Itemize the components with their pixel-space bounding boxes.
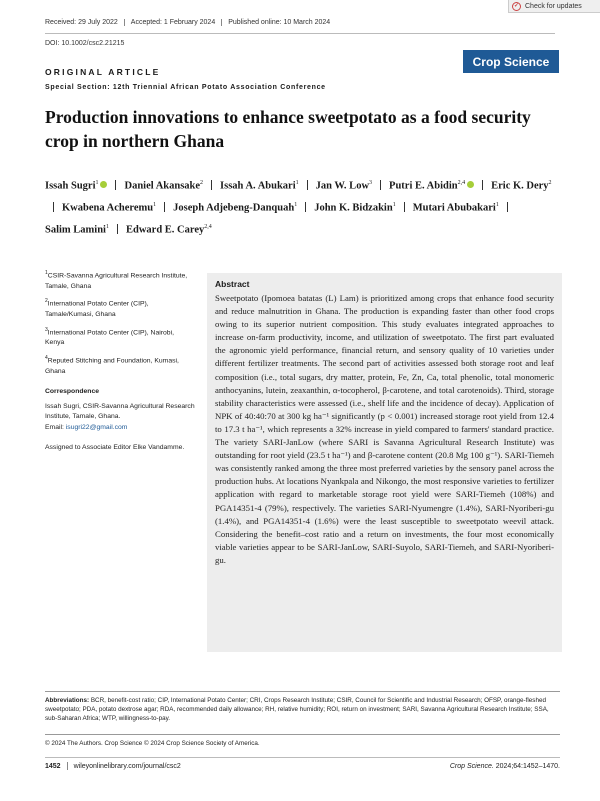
abstract-heading: Abstract — [215, 279, 250, 289]
affiliation — [45, 325, 195, 349]
affiliation-number: 4 — [45, 354, 48, 361]
author-list — [45, 174, 565, 240]
author[interactable] — [173, 196, 297, 218]
correspondence-block — [45, 402, 195, 434]
author[interactable] — [62, 196, 156, 218]
abbreviations-label: Abbreviations: — [45, 697, 90, 704]
journal-logo[interactable]: Crop Science — [463, 50, 559, 73]
author-affiliation-number: 2,4 — [204, 224, 212, 230]
author[interactable] — [389, 174, 474, 196]
page-number: 1452 — [45, 762, 61, 770]
author-affiliation-number: 1 — [392, 202, 396, 208]
separator — [67, 762, 68, 770]
author[interactable] — [126, 218, 212, 240]
abstract-text: Sweetpotato (Ipomoea batatas (L) Lam) is prioritized among crops that enhance food security and reduce malnutrition in Ghana. The production is expanding faster than other food crops owing to its superior nutrient composition. This study evaluates integrated approaches to increase on-farm productivity, income, and utilization of sweetpotato. The first part evaluated the agronomic yield performance, financial return, and sensory quality of 10 varieties under different fertilizer treatments. The second part of activities assessed both storage root and leaf composition (i.e., total sugars, dry matter, protein, Fe, Zn, Ca, total phenolic, total monomeric anthocyanins, lutein, zeaxanthin, α-tocopherol, β-carotene, and total carotenoids). Third, storage stability characteristics were assessed (i.e., shelf life and the incidence of decay). Application of NPK of 40:40:70 at 300 kg ha⁻¹ significantly (p < 0.001) increased storage root yield from 12.4 to 17.3 t ha⁻¹, which represents a 32% increase in yield compared to farmers' standard practice. The variety SARI-JanLow (where SARI is Savanna Agricultural Research Institute) was outstanding for root yield (23.5 t ha⁻¹) and β-carotene content (20.8 Mg 100 g⁻¹). SARI-Tiemeh was consistently ranked among the three most preferred varieties by the sensory panel across the production hubs. At locations Nyankpala and Nikongo, the most responsive varieties to fertilizer application with regard to marketable storage root yield were SARI-Tiemeh (108%) and PGA14351-4 (79%), respectively. The varieties SARI-Nyumengre (1.4%), SARI-Nyoriberi-gu (1.4%), and PGA14351-4 (1.6%) were the least susceptible to sweetpotato weevil attack. Considering the benefit–cost ratio and a return on investments, the four most economically viable varieties appear to be SARI-JanLow, SARI-Suyolo, SARI-Tiemeh, and SARI-Nyoriberi-gu. — [215, 293, 554, 565]
publication-history — [45, 19, 330, 26]
author-name: Kwabena Acheremu — [62, 202, 154, 214]
author-affiliation-number: 2 — [200, 180, 204, 186]
copyright: © 2024 The Authors. Crop Science © 2024 Crop Science Society of America. — [45, 740, 260, 747]
received-date: Received: 29 July 2022 — [45, 19, 118, 26]
author-affiliation-number: 1 — [95, 180, 99, 186]
affiliation-text: International Potato Center (CIP), Nairobi, Kenya — [45, 328, 174, 347]
journal-name: Crop Science. — [449, 762, 494, 770]
affiliation-number: 2 — [45, 298, 48, 305]
affiliation — [45, 353, 195, 377]
author-name: Joseph Adjebeng-Danquah — [173, 202, 295, 214]
author-separator — [305, 202, 306, 212]
author-name: Daniel Akansake — [124, 180, 201, 192]
author-name: Putri E. Abidin — [389, 180, 458, 192]
orcid-icon[interactable] — [100, 181, 107, 188]
affiliation — [45, 268, 195, 292]
separator — [221, 19, 222, 26]
author[interactable] — [491, 174, 551, 196]
author-affiliation-number: 2 — [548, 180, 552, 186]
author[interactable] — [45, 174, 107, 196]
author-separator — [115, 180, 116, 190]
author-name: Edward E. Carey — [125, 224, 205, 236]
author-affiliation-number: 1 — [153, 202, 157, 208]
abstract-box — [207, 273, 562, 652]
author-name: Jan W. Low — [315, 180, 370, 192]
published-date: Published online: 10 March 2024 — [228, 19, 331, 26]
doi[interactable]: DOI: 10.1002/csc2.21215 — [45, 40, 125, 47]
author-name: Issah Sugri — [45, 180, 96, 192]
affiliation-list — [45, 268, 195, 377]
author[interactable] — [314, 196, 396, 218]
author-affiliation-number: 1 — [105, 224, 109, 230]
article-title: Production innovations to enhance sweetpotato as a food security crop in northern Ghana — [45, 107, 531, 151]
author-name: John K. Bidzakin — [314, 202, 393, 214]
author-name: Salim Lamini — [45, 224, 106, 236]
correspondence-heading: Correspondence — [45, 388, 100, 396]
author-separator — [380, 180, 381, 190]
assigned-editor: Assigned to Associate Editor Elke Vandamme. — [45, 444, 185, 452]
author-affiliation-number: 3 — [369, 180, 373, 186]
author-affiliation-number: 1 — [495, 202, 499, 208]
separator — [124, 19, 125, 26]
check-for-updates-badge[interactable] — [508, 0, 600, 13]
author-affiliation-number: 1 — [294, 202, 298, 208]
affiliation-text: Reputed Stitching and Foundation, Kumasi, Ghana — [45, 357, 179, 375]
affiliation — [45, 296, 195, 320]
author-name: Eric K. Dery — [491, 180, 549, 192]
article-type: ORIGINAL ARTICLE — [45, 67, 161, 77]
affiliation-text: CSIR-Savanna Agricultural Research Institute, Tamale, Ghana — [45, 272, 188, 290]
citation-details: 2024;64:1452–1470. — [493, 762, 560, 770]
author-affiliation-number: 1 — [295, 180, 299, 186]
affiliation-text: International Potato Center (CIP), Tamale/Kumasi, Ghana — [45, 300, 149, 319]
citation — [450, 763, 560, 770]
author[interactable] — [316, 174, 372, 196]
author-separator — [164, 202, 165, 212]
journal-url[interactable]: wileyonlinelibrary.com/journal/csc2 — [73, 762, 181, 770]
author-name: Issah A. Abukari — [220, 180, 296, 192]
email-link[interactable]: isugri22@gmail.com — [65, 423, 128, 431]
check-icon: ✓ — [513, 2, 520, 9]
email-label: Email: — [45, 423, 66, 431]
affiliation-number: 3 — [45, 326, 48, 333]
author-separator — [482, 180, 483, 190]
author-separator — [53, 202, 54, 212]
abbreviations-text: BCR, benefit-cost ratio; CIP, International Potato Center; CRI, Crops Research Institute; CSIR, Council for Scientific and Industrial Research; OFSP, orange-fleshed sweetpotato; PDA, potato dextrose agar; RDA, recommended daily allowance; RH, relative humidity; ROI, return on investment; SARI, Savanna Agricultural Research Institute; SSA, sub-Saharan Africa; WTP, willingness-to-pay. — [45, 697, 549, 722]
header-divider — [45, 33, 555, 34]
check-for-updates-label: Check for updates — [525, 2, 582, 10]
orcid-icon[interactable] — [467, 181, 474, 188]
accepted-date: Accepted: 1 February 2024 — [130, 19, 216, 26]
abbreviations — [45, 696, 560, 723]
author-name: Mutari Abubakari — [412, 202, 496, 214]
author[interactable] — [45, 218, 109, 240]
abbreviations-divider — [45, 691, 560, 692]
special-section: Special Section: 12th Triennial African Potato Association Conference — [45, 84, 326, 91]
page-footer — [45, 762, 560, 770]
author-separator — [117, 224, 118, 234]
footer-divider — [45, 757, 560, 758]
author-affiliation-number: 2,4 — [457, 180, 466, 186]
correspondence-text: Issah Sugri, CSIR-Savanna Agricultural Research Institute, Tamale, Ghana. — [45, 402, 195, 421]
affiliations-column — [45, 268, 195, 458]
copyright-divider — [45, 734, 560, 735]
author[interactable] — [220, 174, 299, 196]
author[interactable] — [413, 196, 499, 218]
author-separator — [211, 180, 212, 190]
author-separator — [507, 202, 508, 212]
author[interactable] — [124, 174, 203, 196]
author-separator — [307, 180, 308, 190]
affiliation-number: 1 — [45, 270, 48, 276]
author-separator — [404, 202, 405, 212]
